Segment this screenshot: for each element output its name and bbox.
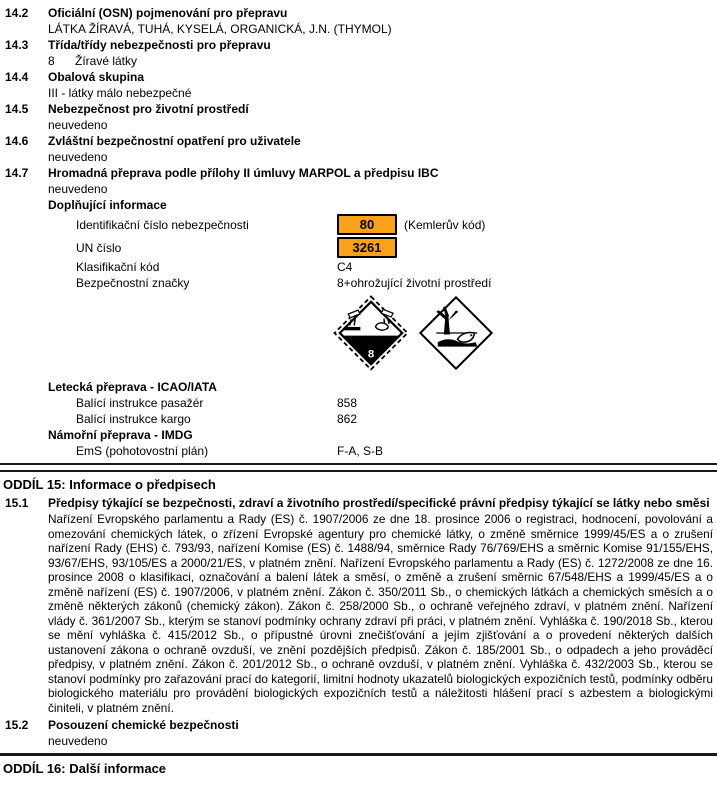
field-label: Klasifikační kód [76, 260, 160, 274]
field-label: UN číslo [76, 240, 122, 255]
section-title: Oficiální (OSN) pojmenování pro přepravu [48, 6, 288, 20]
section-14-7-value: neuvedeno [48, 182, 108, 196]
section-number: 15.2 [5, 718, 29, 732]
section-14-3-heading [0, 37, 717, 53]
field-label: EmS (pohotovostní plán) [76, 444, 209, 458]
section-14-6-heading [0, 133, 717, 149]
section-number: 15.1 [5, 496, 29, 510]
field-value: 8+ohrožující životní prostředí [337, 276, 492, 290]
un-number-row [76, 236, 717, 259]
kemler-code-caption: (Kemlerův kód) [404, 217, 486, 232]
hazard-class-name: Žíravé látky [75, 54, 138, 68]
corrosive-class-8-pictogram [333, 295, 409, 371]
hazard-class-code: 8 [48, 54, 55, 68]
field-label: Bezpečnostní značky [76, 276, 190, 290]
section-14-2-value: LÁTKA ŽÍRAVÁ, TUHÁ, KYSELÁ, ORGANICKÁ, J.N. (THYMOL) [48, 22, 392, 36]
sea-transport-block [0, 427, 717, 459]
section-14-7-heading [0, 165, 717, 181]
sea-transport-title: Námořní přeprava - IMDG [48, 428, 193, 442]
section-number: 14.2 [5, 6, 29, 20]
section-14-4-value: III - látky málo nebezpečné [48, 86, 192, 100]
section-title: Posouzení chemické bezpečnosti [48, 718, 239, 732]
un-number-plate: 3261 [337, 237, 397, 258]
section-16-header: ODDÍL 16: Další informace [3, 761, 167, 776]
field-value: F-A, S-B [337, 444, 384, 458]
packing-instruction-passenger-row [76, 395, 717, 411]
section-title: Zvláštní bezpečnostní opatření pro uživatele [48, 134, 301, 148]
section-15-2-value: neuvedeno [48, 734, 108, 748]
air-transport-title: Letecká přeprava - ICAO/IATA [48, 380, 217, 394]
svg-text:8: 8 [367, 348, 375, 361]
section-number: 14.3 [5, 38, 29, 52]
section-title: Třída/třídy nebezpečnosti pro přepravu [48, 38, 271, 52]
section-number: 14.6 [5, 134, 29, 148]
field-label: Identifikační číslo nebezpečnosti [76, 217, 249, 232]
field-label: Balící instrukce kargo [76, 412, 191, 426]
regulations-paragraph: Nařízení Evropského parlamentu a Rady (ES) č. 1907/2006 ze dne 18. prosince 2006 o registraci, hodnocení, povolování a omezování chemických látek, o zřízení Evropské agentury pro chemické látky, o změně směrnice 1999/45/ES a o zrušení nařízení Rady (EHS) č. 793/93, nařízení Komise (ES) č. 1488/94, směrnice Rady 76/769/EHS a směrnic Komise 91/155/EHS, 93/67/EHS, 93/105/ES a 2000/21/ES, v platném znění. Nařízení Evropského parlamentu a Rady (ES) č. 1272/2008 ze dne 16. prosince 2008 o klasifikaci, označování a balení látek a směsí, o změně a zrušení směrnic 67/548/EHS a 1999/45/ES a o změně nařízení (ES) č. 1907/2006, v platném znění. Zákon č. 350/2011 Sb., o chemických látkách a chemických směsích a o změně některých zákonů (chemický zákon). Zákon č. 258/2000 Sb., o ochraně veřejného zdraví, v platném znění. Nařízení vlády č. 361/2007 Sb., kterým se stanoví podmínky ochrany zdraví při práci, v platném znění. Vyhláška č. 190/2018 Sb., kterou se mění vyhláška č. 415/2012 Sb., o přípustné úrovni znečišťování a jejím zjišťování a o provedení některých dalších ustanovení zákona o ochraně ovzduší, ve znění pozdějších předpisů. Zákon č. 185/2001 Sb., o odpadech a jeho prováděcí předpisy, v platném znění. Zákon č. 201/2012 Sb., o ochraně ovzduší, v platném znění. Vyhláška č. 432/2003 Sb., kterou se stanoví podmínky pro zařazování prací do kategorií, limitní hodnoty ukazatelů biologických expozičních testů, podmínky odběru biologického materiálu pro provádění biologických expozičních testů a náležitosti hlášení prací s azbestem a biologickými činiteli, v platném znění. [48, 512, 713, 715]
field-value: 862 [337, 412, 358, 426]
section-14-4-heading [0, 69, 717, 85]
field-value: C4 [337, 260, 353, 274]
section-title: Předpisy týkající se bezpečnosti, zdraví a životního prostředí/specifické právní předpisy týkající se látky nebo směsi [48, 496, 710, 510]
section-15-2-heading [0, 717, 717, 733]
section-title: Hromadná přeprava podle přílohy II úmluvy MARPOL a předpisu IBC [48, 166, 439, 180]
classification-code-row [76, 259, 717, 275]
section-divider [0, 463, 717, 472]
section-14-6-value: neuvedeno [48, 150, 108, 164]
section-title: Obalová skupina [48, 70, 145, 84]
section-title: Nebezpečnost pro životní prostředí [48, 102, 249, 116]
section-14-2-heading [0, 5, 717, 21]
section-number: 14.4 [5, 70, 29, 84]
field-label: Balící instrukce pasažér [76, 396, 204, 410]
supplementary-info-title: Doplňující informace [48, 198, 167, 212]
air-transport-block [0, 379, 717, 427]
section-number: 14.7 [5, 166, 29, 180]
section-15-1-heading [0, 495, 717, 511]
section-14-5-heading [0, 101, 717, 117]
section-15-header: ODDÍL 15: Informace o předpisech [3, 477, 216, 492]
section-number: 14.5 [5, 102, 29, 116]
packing-instruction-cargo-row [76, 411, 717, 427]
hazard-pictograms [333, 295, 717, 371]
ems-row [76, 443, 717, 459]
safety-marks-row [76, 275, 717, 291]
section-14-3-value [48, 53, 717, 69]
field-value: 858 [337, 396, 358, 410]
section-14-5-value: neuvedeno [48, 118, 108, 132]
kemler-code-plate: 80 [337, 214, 397, 235]
hazard-id-row [76, 213, 717, 236]
environmentally-hazardous-pictogram [418, 295, 494, 371]
